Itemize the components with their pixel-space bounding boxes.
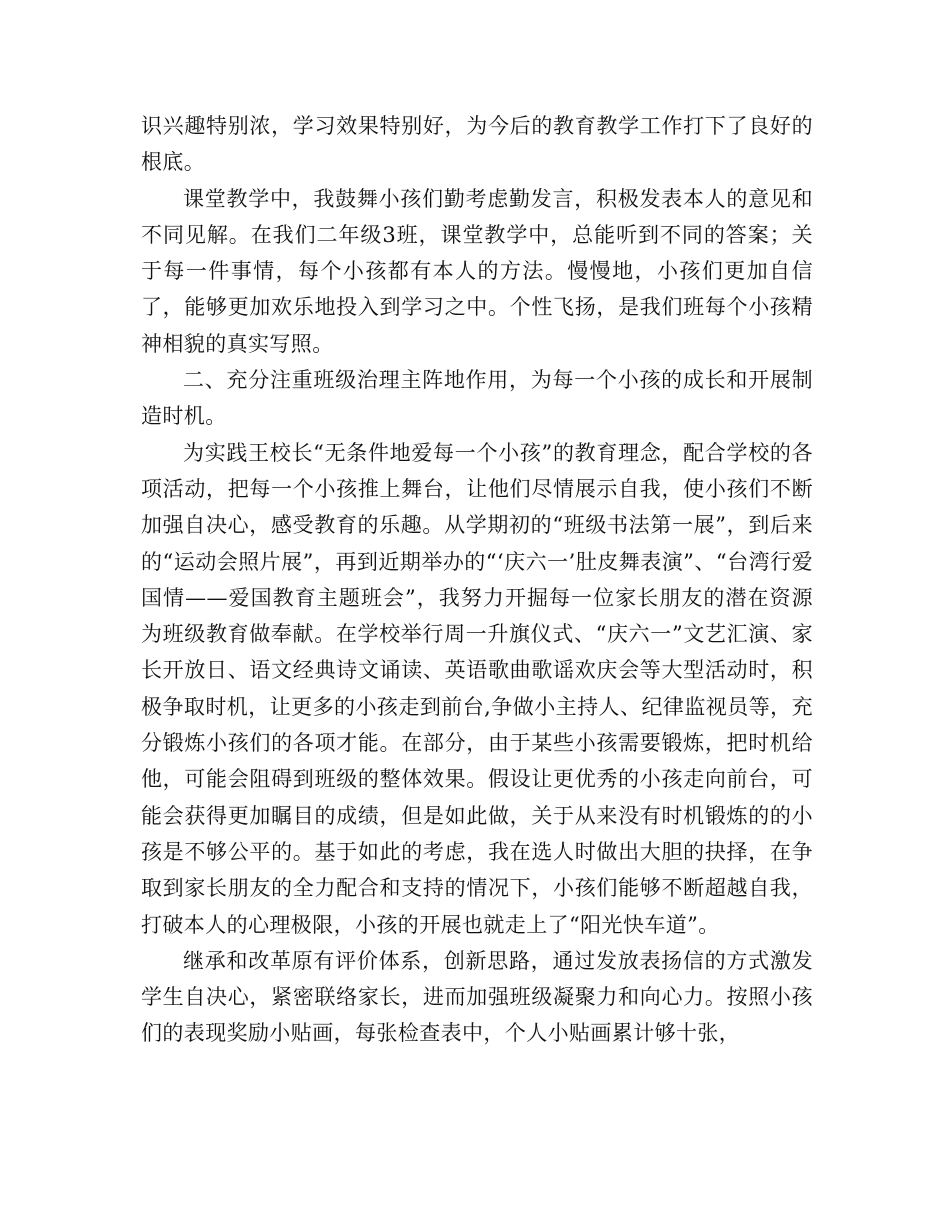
paragraph-1: 识兴趣特别浓，学习效果特别好，为今后的教育教学工作打下了良好的根底。 xyxy=(141,114,813,175)
section-heading-2: 二、充分注重班级治理主阵地作用，为每一个小孩的成长和开展制造时机。 xyxy=(141,368,813,429)
paragraph-2: 课堂教学中，我鼓舞小孩们勤考虑勤发言，积极发表本人的意见和不同见解。在我们二年级3班，课堂教学中，总能听到不同的答案；关于每一件事情，每个小孩都有本人的方法。慢慢地，小孩们更加自信了，能够更加欢乐地投入到学习之中。个性飞扬，是我们班每个小孩精神相貌的真实写照。 xyxy=(141,186,813,356)
paragraph-4: 继承和改革原有评价体系，创新思路，通过发放表扬信的方式激发学生自决心，紧密联络家长，进而加强班级凝聚力和向心力。按照小孩们的表现奖励小贴画，每张检查表中，个人小贴画累计够十张， xyxy=(141,948,813,1046)
document-page xyxy=(141,108,813,1052)
paragraph-3: 为实践王校长“无条件地爱每一个小孩”的教育理念，配合学校的各项活动，把每一个小孩推上舞台，让他们尽情展示自我，使小孩们不断加强自决心，感受教育的乐趣。从学期初的“班级书法第一展”，到后来的“运动会照片展”，再到近期举办的“‘庆六一’肚皮舞表演”、“台湾行爱国情——爱国教育主题班会”，我努力开掘每一位家长朋友的潜在资源为班级教育做奉献。在学校举行周一升旗仪式、“庆六一”文艺汇演、家长开放日、语文经典诗文诵读、英语歌曲歌谣欢庆会等大型活动时，积极争取时机，让更多的小孩走到前台,争做小主持人、纪律监视员等，充分锻炼小孩们的各项才能。在部分，由于某些小孩需要锻炼，把时机给他，可能会阻碍到班级的整体效果。假设让更优秀的小孩走向前台，可能会获得更加瞩目的成绩，但是如此做，关于从来没有时机锻炼的的小孩是不够公平的。基于如此的考虑，我在选人时做出大胆的抉择，在争取到家长朋友的全力配合和支持的情况下，小孩们能够不断超越自我，打破本人的心理极限，小孩的开展也就走上了“阳光快车道”。 xyxy=(141,440,813,937)
